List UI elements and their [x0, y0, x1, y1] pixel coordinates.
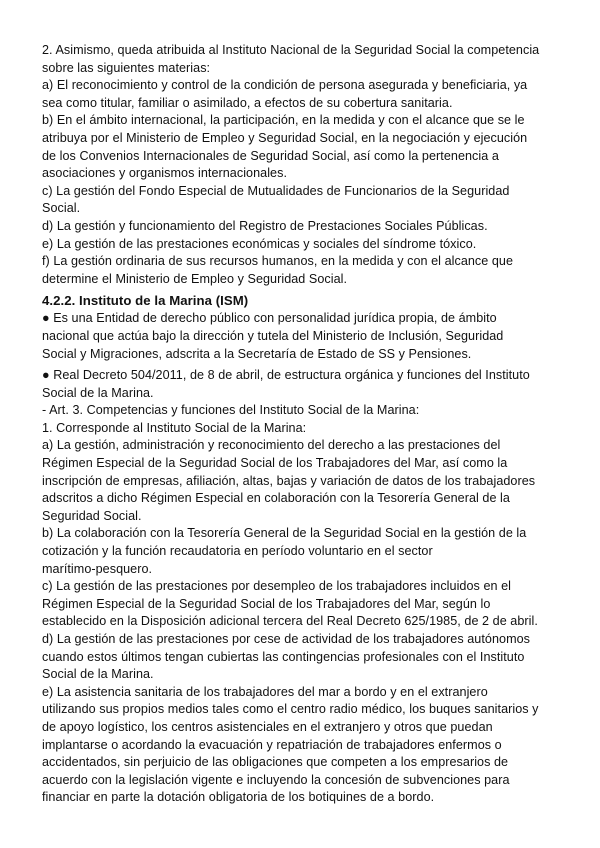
paragraph-ism-item-e: e) La asistencia sanitaria de los trabajadores del mar a bordo y en el extranjero utilizando sus propios medios tales como el centro radio médico, los buques sanitarios y de apoyo logístico, los centros asistenciales en el extranjero y otros que puedan implantarse o acordando la evacuación y repatriación de trabajadores enfermos o accidentados, sin perjuicio de las obligaciones que competen a los empresarios de acuerdo con la legislación vigente e incluyendo la concesión de subvenciones para financiar en parte la dotación obligatoria de los botiquines de a bordo. — [42, 684, 539, 805]
bullet-ism-definition: ● Es una Entidad de derecho público con personalidad jurídica propia, de ámbito nacional que actúa bajo la dirección y tutela del Ministerio de Inclusión, Seguridad Social y Migraciones, adscrita a la Secretaría de Estado de SS y Pensiones. — [42, 311, 504, 361]
section-heading: 4.2.2. Instituto de la Marina (ISM) — [42, 293, 249, 309]
paragraph-item-f: f) La gestión ordinaria de sus recursos humanos, en la medida y con el alcance que determine el Ministerio de Empleo y Seguridad Social. — [42, 254, 514, 286]
paragraph-item-a: a) El reconocimiento y control de la condición de persona asegurada y beneficiaria, ya sea como titular, familiar o asimilado, a efectos de su cobertura sanitaria. — [42, 78, 528, 110]
document-page — [42, 42, 562, 807]
paragraph-ism-item-d: d) La gestión de las prestaciones por cese de actividad de los trabajadores autónomos cuando estos últimos tengan cubiertas las contingencias profesionales con el Instituto Social de la Marina. — [42, 632, 531, 682]
paragraph-ism-item-c: c) La gestión de las prestaciones por desempleo de los trabajadores incluidos en el Régimen Especial de la Seguridad Social de los Trabajadores del Mar, según lo establecido en la Disposición adicional tercera del Real Decreto 625/1985, de 2 de abril. — [42, 579, 538, 629]
paragraph-article-3: - Art. 3. Competencias y funciones del Instituto Social de la Marina: — [42, 403, 420, 418]
paragraph-ism-item-a: a) La gestión, administración y reconocimiento del derecho a las prestaciones del Régimen Especial de la Seguridad Social de los Trabajadores del Mar, así como la inscripción de empresas, afiliación, altas, bajas y variación de datos de los trabajadores adscritos a dicho Régimen Especial en colaboración con la Tesorería General de la Seguridad Social. — [42, 438, 536, 523]
paragraph-item-c: c) La gestión del Fondo Especial de Mutualidades de Funcionarios de la Seguridad Social. — [42, 183, 510, 216]
paragraph-inss-competences-intro: 2. Asimismo, queda atribuida al Instituto Nacional de la Seguridad Social la competencia sobre las siguientes materias: — [42, 43, 540, 75]
paragraph-ism-item-b: b) La colaboración con la Tesorería General de la Seguridad Social en la gestión de la cotización y la función recaudatoria en período voluntario en el sector marítimo-pesquero. — [42, 526, 527, 576]
paragraph-ism-intro: 1. Corresponde al Instituto Social de la Marina: — [42, 420, 307, 435]
bullet-real-decreto: ● Real Decreto 504/2011, de 8 de abril, de estructura orgánica y funciones del Instituto Social de la Marina. — [42, 368, 530, 400]
paragraph-item-e: e) La gestión de las prestaciones económicas y sociales del síndrome tóxico. — [42, 236, 477, 251]
paragraph-item-b: b) En el ámbito internacional, la participación, en la medida y con el alcance que se le atribuya por el Ministerio de Empleo y Seguridad Social, en la negociación y ejecución de los Convenios Internacionales de Seguridad Social, así como la pertenencia a asociaciones y organismos internacionales. — [42, 113, 528, 181]
paragraph-item-d: d) La gestión y funcionamiento del Registro de Prestaciones Sociales Públicas. — [42, 218, 488, 233]
